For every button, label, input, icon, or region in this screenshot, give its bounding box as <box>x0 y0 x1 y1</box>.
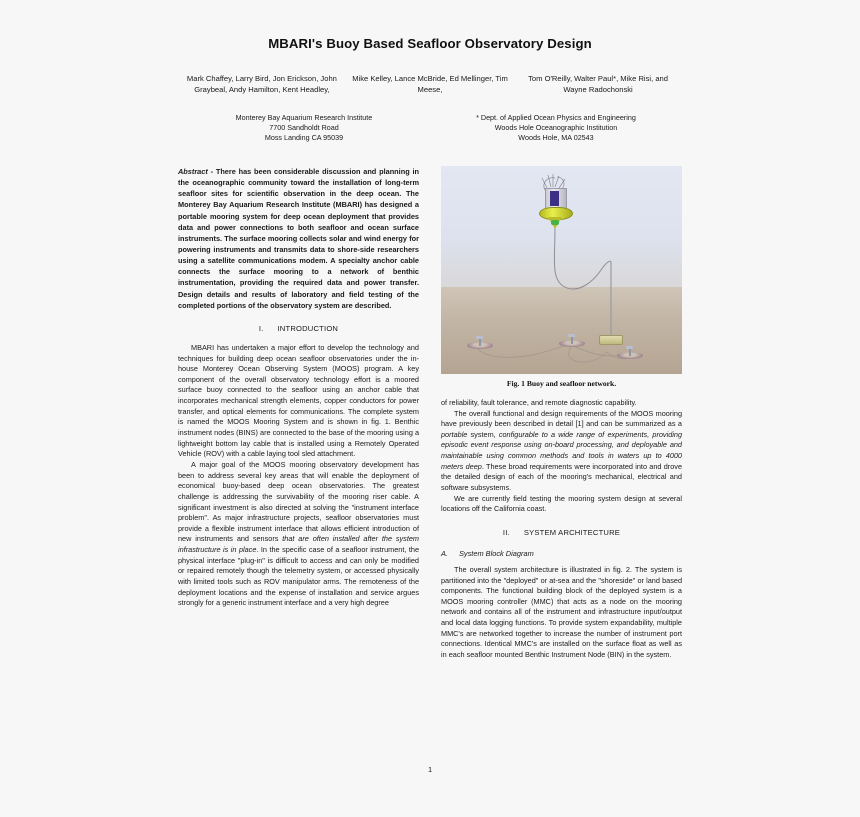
figure-1-caption: Fig. 1 Buoy and seafloor network. <box>506 378 617 388</box>
bin-post <box>571 336 573 344</box>
section-number-introduction: I. <box>258 323 264 333</box>
affiliations-row <box>178 113 682 144</box>
author-group-1-names: Mark Chaffey, Larry Bird, Jon Erickson, John Graybeal, Andy Hamilton, Kent Headley, <box>186 74 337 94</box>
affiliation-mbari-line3: Moss Landing CA 95039 <box>264 133 344 143</box>
bottom-lay-cables <box>477 345 633 362</box>
affiliation-mbari-line2: 7700 Sandholdt Road <box>269 123 339 132</box>
subsection-number: A. <box>441 548 448 558</box>
author-group-2 <box>346 74 514 96</box>
benthic-instrument-node <box>467 340 493 349</box>
subsection-title: System Block Diagram <box>458 548 534 558</box>
bin-post <box>479 338 481 346</box>
intro-paragraph-4-emphasis-2: configurable to a wide range of experiments, providing episodic event response using on-board processing, and deployable and maintainable using common methods and tools in waters up to 4000 meters deep <box>441 429 682 471</box>
section-number-system-architecture: II. <box>502 527 510 537</box>
affiliation-mbari <box>178 113 430 144</box>
intro-paragraph-4-part-a: The overall functional and design requirements of the MOOS mooring have previously been described in detail [1] and can be summarized as a <box>441 408 682 429</box>
right-column <box>441 166 682 661</box>
abstract-text: There has been considerable discussion and planning in the oceanographic community toward the installation of long-term seafloor sites for scientific observation in the deep ocean. The Monterey Bay Aquarium Research Institute (MBARI) has designed a portable mooring system for deep ocean deployment that provides data and power connections to both seafloor and ocean surface instruments. The surface mooring collects solar and wind energy for powering instruments and transmits data to shore-side researchers using a satellite communications modem. A specialty anchor cable connects the surface mooring to a network of benthic instrumentation, providing the required data and power transfer. Design details and results of laboratory and field testing of the completed portions of the observatory system are described. <box>178 166 419 310</box>
affiliation-whoi <box>430 113 682 144</box>
abstract-paragraph <box>178 166 419 311</box>
subsection-heading-system-block-diagram <box>441 549 682 558</box>
intro-paragraph-2 <box>178 460 419 609</box>
intro-paragraph-2-emphasis: that are often installed after the system infrastructure is in place <box>178 534 419 555</box>
figure-1 <box>441 166 682 388</box>
author-group-3 <box>514 74 682 96</box>
intro-paragraph-4-emphasis-1: portable <box>441 429 468 439</box>
body-columns <box>178 166 682 661</box>
buoy-indicator <box>551 220 559 225</box>
author-group-2-names: Mike Kelley, Lance McBride, Ed Mellinger, Tim Meese, <box>352 74 508 94</box>
abstract-dash: - <box>207 166 216 176</box>
section-heading-system-architecture <box>441 528 682 537</box>
intro-paragraph-1: MBARI has undertaken a major effort to develop the technology and techniques for building deep ocean seafloor observatories under the in-house Monterey Ocean Observing System (MOOS) program. A key component of the overall observatory technology effort is a moored surface buoy connected to the seafloor using an anchor cable that incorporates mechanical strength elements, copper conductors for power transfer, and optical elements for communications. The complete system is named the MOOS Mooring System and is shown in fig. 1. Benthic instrument nodes (BINS) are connected to the base of the mooring using a lightweight bottom lay cable that is installed using a Remotely Operated Vehicle (ROV) with a cable laying tool sled attachment. <box>178 342 419 459</box>
intro-paragraph-4 <box>441 409 682 494</box>
buoy-solar-panel <box>550 191 559 206</box>
mooring-anchor <box>599 335 623 345</box>
paper-content <box>178 0 682 817</box>
benthic-instrument-node <box>617 350 643 359</box>
intro-paragraph-5: We are currently field testing the mooring system design at several locations off the California coast. <box>441 493 682 514</box>
intro-paragraph-2-part-a: A major goal of the MOOS mooring observatory development has been to address several key areas that will enable the deployment of economical buoy-based deep ocean observatories. The greatest challenge is addressing the survivability of the mooring riser cable. A significant investment is also directed at solving the "instrument interface problem". As major infrastructure projects, seafloor observatories must provide a flexible instrument interface that allows efficient introduction of new instruments and sensors <box>178 459 419 544</box>
authors-row <box>178 74 682 96</box>
benthic-instrument-node <box>559 338 585 347</box>
intro-paragraph-4-part-b: system, <box>467 429 499 439</box>
system-block-diagram-paragraph: The overall system architecture is illustrated in fig. 2. The system is partitioned into the "deployed" or at-sea and the "shoreside" or land based components. The functional building block of the deployed system is a MOOS mooring controller (MMC) that acts as a node on the mooring network and contains all of the instrument and infrastructure input/output and local data logging functions. To provide system expandability, multiple MMC's are networked together to increase the number of instrument port connections. Identical MMC's are installed on the surface float as well as in each seafloor mounted Benthic Instrument Node (BIN) in the system. <box>441 564 682 660</box>
bin-cap <box>476 336 483 339</box>
bin-post <box>629 348 631 356</box>
intro-paragraph-2-part-b: . In the specific case of a seafloor instrument, the physical interface "plug-in" is difficult to access and can only be modified or repaired remotely though the telemetry system, or accessed physically with limited tools such as ROV manipulator arms. The remoteness of the deployment locations and the expense of installation and service argues strongly for a generic instrument interface and a very high degree <box>178 545 420 608</box>
section-heading-introduction <box>178 324 419 333</box>
intro-paragraph-4-part-c: . These broad requirements were incorporated into and drove the detailed design of each of the mooring's mechanical, electrical and software subsystems. <box>441 461 682 492</box>
intro-paragraph-3-continuation: of reliability, fault tolerance, and remote diagnostic capability. <box>441 397 637 407</box>
affiliation-whoi-line3: Woods Hole, MA 02543 <box>518 133 594 143</box>
page-number: 1 <box>427 765 433 774</box>
author-group-3-names: Tom O'Reilly, Walter Paul*, Mike Risi, and Wayne Radochonski <box>528 74 668 94</box>
page-title: MBARI's Buoy Based Seafloor Observatory Design <box>268 36 592 51</box>
bin-cap <box>568 334 575 337</box>
riser-cable <box>554 228 611 289</box>
affiliation-mbari-line1: Monterey Bay Aquarium Research Institute <box>235 112 373 122</box>
left-column <box>178 166 419 661</box>
figure-1-image <box>441 166 682 374</box>
affiliation-whoi-line1: * Dept. of Applied Ocean Physics and Engineering <box>476 112 636 122</box>
affiliation-whoi-line2: Woods Hole Oceanographic Institution <box>494 123 618 132</box>
author-group-1 <box>178 74 346 96</box>
bin-cap <box>626 346 633 349</box>
section-title-introduction: INTRODUCTION <box>277 323 339 333</box>
abstract-label: Abstract <box>178 166 208 176</box>
section-title-system-architecture: SYSTEM ARCHITECTURE <box>523 527 621 537</box>
